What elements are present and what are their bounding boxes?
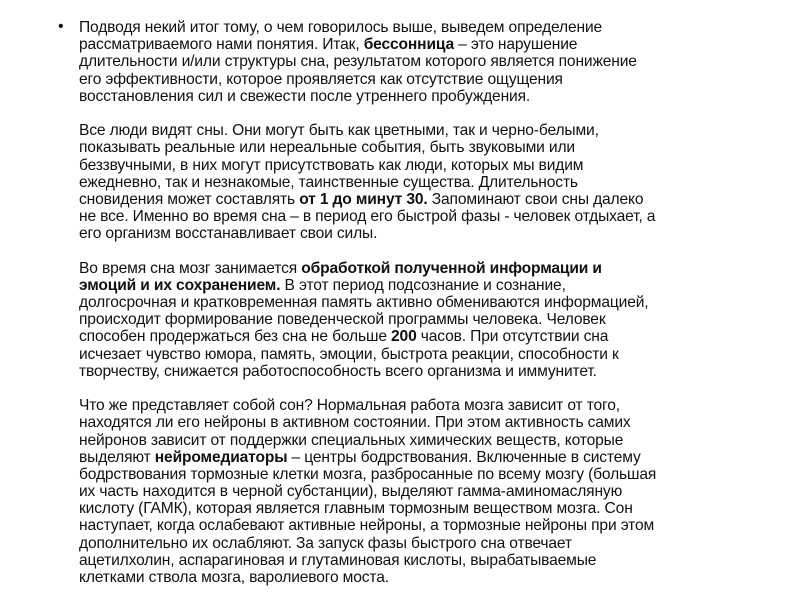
text-line <box>79 36 779 53</box>
text-line <box>79 19 779 36</box>
bullet-icon: • <box>58 18 64 35</box>
text-line <box>79 346 779 363</box>
text-segment: восстановления сил и свежести после утреннего пробуждения. <box>79 87 531 105</box>
text-segment: исчезает чувство юмора, память, эмоции, быстрота реакции, способности к <box>79 345 619 363</box>
text-segment: наступает, когда ослабевают активные нейроны, а тормозные нейроны при этом <box>79 517 655 535</box>
text-segment: часов. При отсутствии сна <box>416 328 609 346</box>
text-line <box>79 277 779 294</box>
text-line <box>79 311 779 328</box>
text-segment: его организм восстанавливает свои силы. <box>79 225 378 243</box>
text-line <box>79 517 779 534</box>
blank-line <box>79 380 779 397</box>
text-line <box>79 397 779 414</box>
text-segment: Подводя некий итог тому, о чем говорилось выше, выведем определение <box>79 19 603 36</box>
text-line <box>79 71 779 88</box>
bold-text: бессонница <box>363 36 455 54</box>
text-line <box>79 225 779 242</box>
text-line <box>79 466 779 483</box>
text-segment: не все. Именно во время сна – в период его быстрой фазы - человек отдыхает, а <box>79 208 656 226</box>
text-line <box>79 535 779 552</box>
text-segment: Все люди видят сны. Они могут быть как цветными, так и черно-белыми, <box>79 122 599 140</box>
text-segment: длительности и/или структуры сна, результатом которого является понижение <box>79 53 637 71</box>
text-segment: находятся ли его нейроны в активном состоянии. При этом активность самих <box>79 414 631 432</box>
text-line <box>79 139 779 156</box>
text-segment: долгосрочная и кратковременная память активно обмениваются информацией, <box>79 294 649 311</box>
text-line <box>79 260 779 277</box>
text-line <box>79 122 779 139</box>
text-segment: показывать реальные или нереальные события, быть звуковыми или <box>79 139 575 157</box>
text-segment: происходит формирование поведенческой программы человека. Человек <box>79 311 606 329</box>
bold-text: от 1 до минут 30. <box>299 190 428 208</box>
text-line <box>79 483 779 500</box>
text-segment: выделяют <box>79 448 155 466</box>
blank-line <box>79 105 779 122</box>
text-line <box>79 88 779 105</box>
text-segment: ацетилхолин, аспарагиновая и глутаминовая кислоты, вырабатываемые <box>79 551 597 569</box>
text-segment: кислоту (ГАМК), которая является главным тормозным веществом мозга. Сон <box>79 500 633 518</box>
text-segment: бодрствования тормозные клетки мозга, разбросанные по всему мозгу (большая <box>79 465 657 483</box>
text-segment: Что же представляет собой сон? Нормальная работа мозга зависит от того, <box>79 397 620 415</box>
text-line <box>79 157 779 174</box>
text-segment: – центры бодрствования. Включенные в систему <box>287 448 641 466</box>
text-segment: беззвучными, в них могут присутствовать как люди, которых мы видим <box>79 156 584 174</box>
bold-text: обработкой полученной информации и <box>301 259 602 277</box>
bold-text: 200 <box>391 328 417 346</box>
text-segment: рассматриваемого нами понятия. Итак, <box>79 36 364 54</box>
text-line <box>79 191 779 208</box>
text-line <box>79 294 779 311</box>
text-segment: творчеству, снижается работоспособность всего организма и иммунитет. <box>79 362 597 380</box>
text-segment: способен продержаться без сна не больше <box>79 328 392 346</box>
text-line <box>79 552 779 569</box>
text-segment: его эффективности, которое проявляется как отсутствие ощущения <box>79 70 563 88</box>
blank-line <box>79 242 779 259</box>
text-line <box>79 328 779 345</box>
bold-text: эмоций и их сохранением. <box>79 276 281 294</box>
text-line <box>79 414 779 431</box>
text-segment: Во время сна мозг занимается <box>79 259 302 277</box>
text-segment: – это нарушение <box>454 36 578 54</box>
text-line <box>79 432 779 449</box>
text-segment: ежедневно, так и незнакомые, таинственные существа. Длительность <box>79 173 578 191</box>
bold-text: нейромедиаторы <box>154 448 288 466</box>
text-segment: сновидения может составлять <box>79 190 300 208</box>
text-segment: Запоминают свои сны далеко <box>427 190 644 208</box>
text-line <box>79 569 779 586</box>
text-line <box>79 363 779 380</box>
text-line <box>79 174 779 191</box>
text-segment: В этот период подсознание и сознание, <box>280 276 566 294</box>
text-segment: клетками ствола мозга, варолиевого моста. <box>79 569 389 586</box>
text-line <box>79 53 779 70</box>
text-segment: дополнительно их ослабляют. За запуск фазы быстрого сна отвечает <box>79 534 572 552</box>
text-line <box>79 208 779 225</box>
text-line <box>79 500 779 517</box>
text-segment: нейронов зависит от поддержки специальных химических веществ, которые <box>79 431 624 449</box>
text-line <box>79 449 779 466</box>
text-segment: их часть находится в черной субстанции), выделяют гамма-аминомасляную <box>79 483 623 501</box>
body-text <box>79 19 779 586</box>
